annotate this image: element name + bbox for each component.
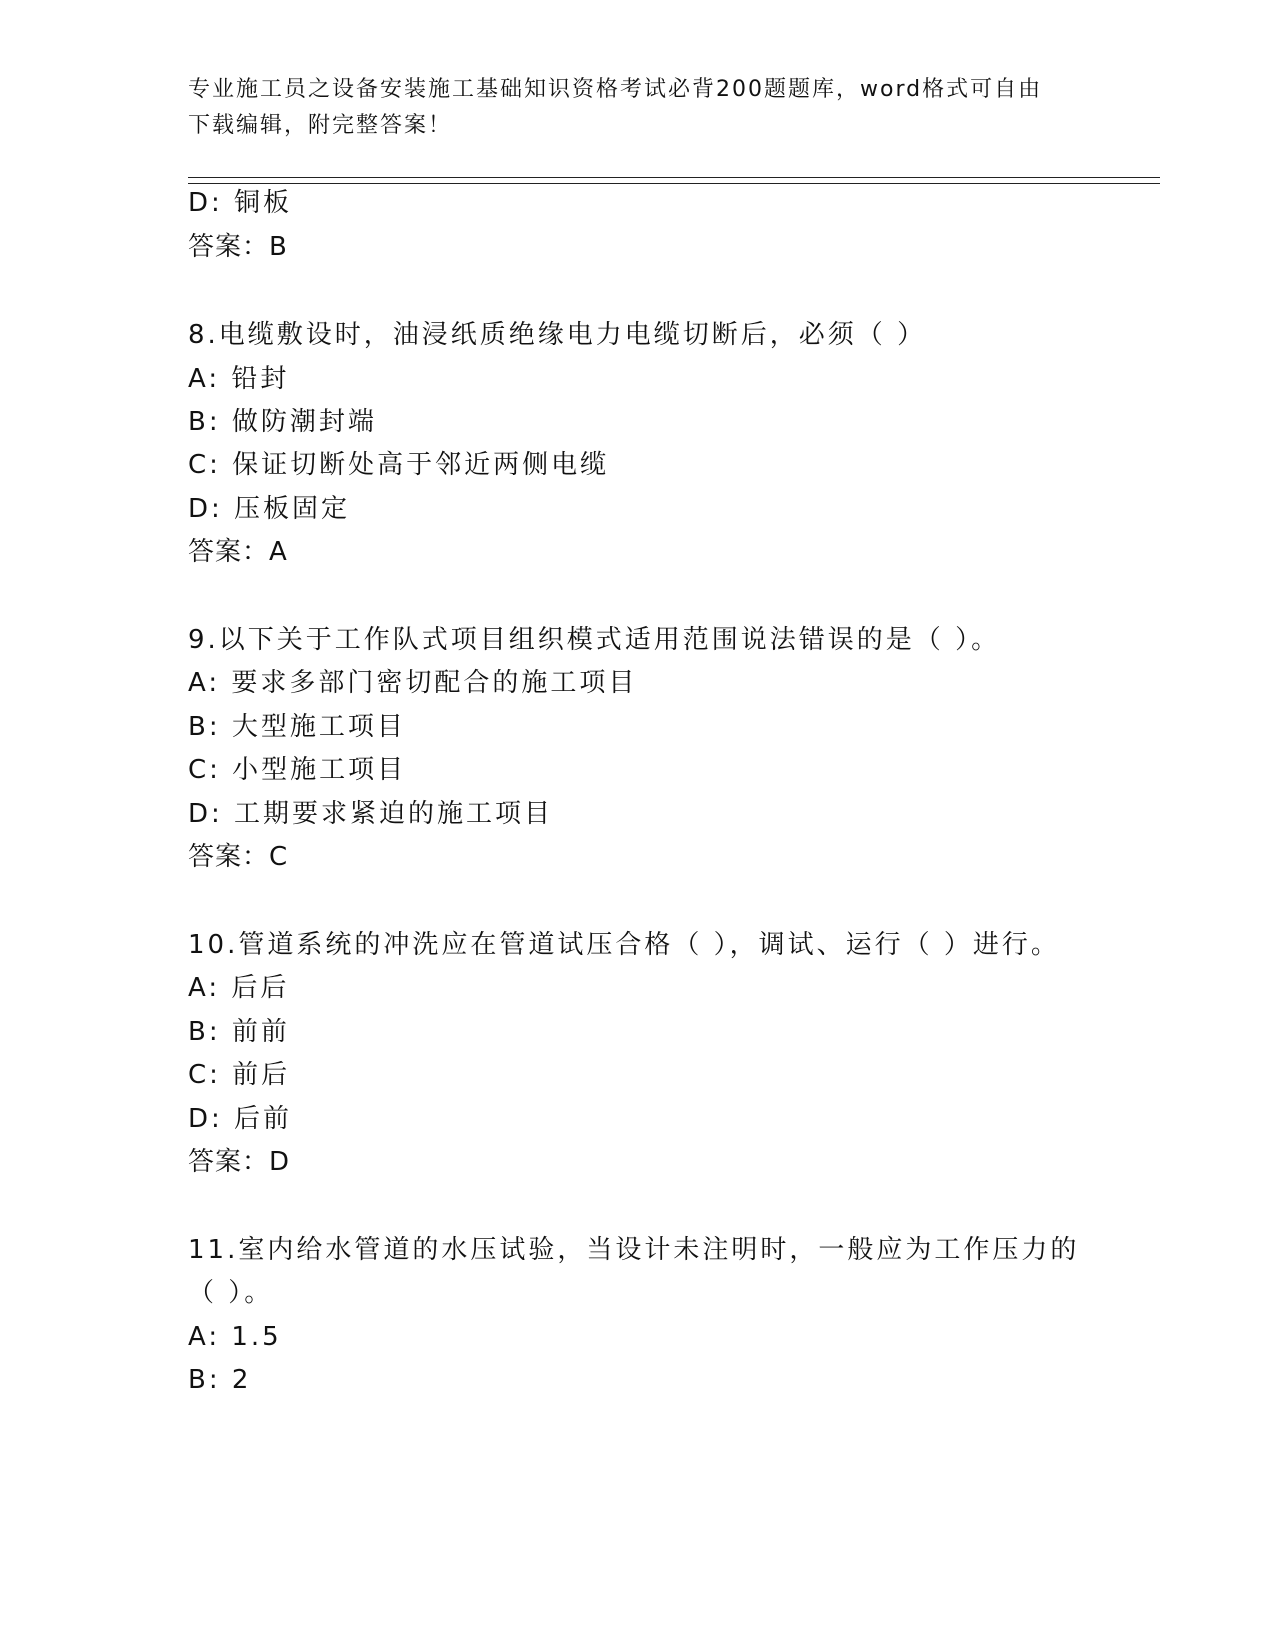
option-line: B: 2 bbox=[188, 1365, 252, 1395]
option-line: C: 小型施工项目 bbox=[188, 755, 407, 785]
answer-line: 答案：A bbox=[188, 537, 288, 567]
option-line: D: 工期要求紧迫的施工项目 bbox=[188, 799, 554, 829]
option-line: B: 做防潮封端 bbox=[188, 407, 377, 437]
question-line: 11.室内给水管道的水压试验，当设计未注明时，一般应为工作压力的 bbox=[188, 1235, 1080, 1265]
document-header bbox=[188, 72, 1088, 144]
answer-line: 答案：C bbox=[188, 842, 289, 872]
header-line-2: 下载编辑，附完整答案！ bbox=[188, 113, 453, 138]
option-line: D: 压板固定 bbox=[188, 494, 351, 524]
header-line-1: 专业施工员之设备安装施工基础知识资格考试必背200题题库，word格式可自由 bbox=[188, 77, 1043, 102]
option-line: A: 要求多部门密切配合的施工项目 bbox=[188, 668, 638, 698]
option-line: B: 大型施工项目 bbox=[188, 712, 406, 742]
option-line: C: 前后 bbox=[188, 1060, 291, 1090]
header-divider-top bbox=[188, 177, 1160, 178]
option-line: A: 铅封 bbox=[188, 364, 290, 394]
option-line: B: 前前 bbox=[188, 1017, 290, 1047]
option-line: C: 保证切断处高于邻近两侧电缆 bbox=[188, 450, 610, 480]
option-line: A: 1.5 bbox=[188, 1322, 282, 1352]
question-line: 8.电缆敷设时，油浸纸质绝缘电力电缆切断后，必须（ ） bbox=[188, 320, 927, 350]
option-line: D: 后前 bbox=[188, 1104, 293, 1134]
answer-line: 答案：D bbox=[188, 1147, 291, 1177]
option-line: D: 铜板 bbox=[188, 188, 293, 218]
question-line: 9.以下关于工作队式项目组织模式适用范围说法错误的是（ ）。 bbox=[188, 625, 1001, 655]
question-line: 10.管道系统的冲洗应在管道试压合格（ ），调试、运行（ ）进行。 bbox=[188, 930, 1060, 960]
answer-line: 答案：B bbox=[188, 232, 288, 262]
header-divider-bottom bbox=[188, 183, 1160, 184]
option-line: A: 后后 bbox=[188, 973, 290, 1003]
question-line-continued: （ ）。 bbox=[188, 1278, 274, 1308]
